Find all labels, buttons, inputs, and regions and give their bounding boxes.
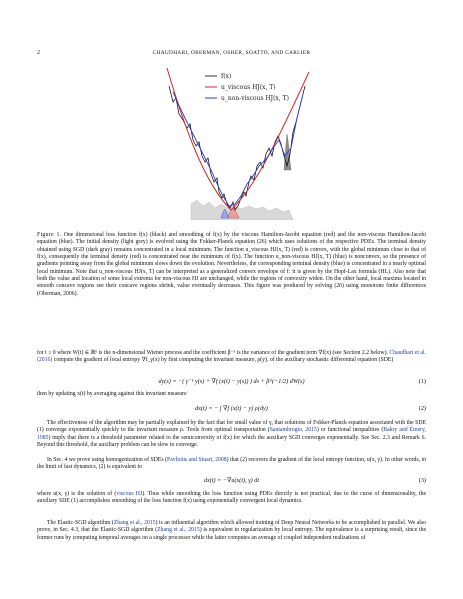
legend-loss: f(x) <box>221 73 232 80</box>
citation-link[interactable]: Zhang et al., 2015 <box>157 527 200 534</box>
equation-3: dx(t) = −∇u(x(t), γ) dt (3) <box>203 477 426 484</box>
non-viscous-hj-curve <box>173 92 303 206</box>
citation-link[interactable]: Zhang et al., 2015 <box>113 520 156 526</box>
paragraph-1: for t ≥ 0 where W(t) ∈ ℝⁿ is the n-dimensional Wiener process and the coefficient β⁻¹ is the variance of the gradient term ∇f(x) (see Section 2.2 below). Chaudhari et al. (2016) compute the gradient of local entropy ∇f_γ(x) by first computing the invariant measure, ρ(y), of the auxiliary stochastic differential equation (SDE) <box>37 350 426 364</box>
caption-text: One dimensional loss function f(x) (black) and smoothing of f(x) by the viscous Hamilton-Jacobi equation (red) and the non-viscous Hamilton-Jacobi equation (blue). The initial density (light grey) is evolved using the Fokker-Planck equation (26) which uses solutions of the respective PDEs. The terminal density obtained using SGD (dark gray) remains concentrated in a local minimum. The function u_viscous HJ(x, T) (red) is convex, with the global minimum close to that of f(x), consequently the terminal density (red) is concentrated near the minimum of f(x). The function u_non-viscous HJ(x, T) (blue) is nonconvex, so the presence of gradients pointing away from the global minimum slows down the evolution. Nevertheless, the corresponding terminal density (blue) is concentrated in a nearly optimal local minimum. Note that u_non-viscous HJ(x, T) can be interpreted as a generalized convex envelope of f: it is given by the Hopf-Lax formula (HL). Also note that both the value and location of some local extrema for non-viscous HJ are unchanged, while the regions of convexity widen. On the other hand, local maxima located in smooth concave regions see their concave regions shrink, value eventually decreases. This figure was produced by solving (26) using monotone finite differences (Oberman, 2006). <box>37 232 426 297</box>
equation-number: (2) <box>418 405 426 412</box>
paragraph-2: then by updating x(t) by averaging against this invariant measure <box>37 391 187 397</box>
equation-number: (3) <box>418 477 426 484</box>
running-header: CHAUDHARI, OBERMAN, OSHER, SOATTO, AND CARLIER <box>152 50 311 56</box>
figure-caption <box>37 232 426 298</box>
loss-curve <box>169 86 305 210</box>
initial-density <box>191 200 293 220</box>
citation-link[interactable]: Pavliotis and Stuart, 2008 <box>167 457 227 463</box>
equation-1: dy(s) = −( γ⁻¹ y(s) + ∇f (x(t) − y(s)) ) ds + β^(−1/2) dW(s) (1) <box>158 378 426 385</box>
citation-link[interactable]: Bakry and Émery, 1985 <box>37 427 426 441</box>
citation-link[interactable]: viscous HJ <box>116 491 143 497</box>
legend-viscous: u_viscous HJ(x, T) <box>221 84 276 91</box>
caption-label: Figure 1. <box>37 232 62 238</box>
paragraph-6: The Elastic-SGD algorithm (Zhang et al., 2015) is an influential algorithm which allowed training of Deep Neural Networks to be accomplished in parallel. We also prove, in Sec. 4.3, that the Elastic-SGD algorithm (Zhang et al., 2015) is equivalent to regularization by local entropy. The equivalence is a surprising result, since the former runs by computing temporal averages on a single processor while the latter computes an average of coupled independent realizations of <box>37 520 426 541</box>
paragraph-5: where u(x, γ) is the solution of (viscous HJ). Thus while smoothing the loss function using PDEs directly is not practical, due to the curse of dimensionality, the auxiliary SDE (1) accomplishes smoothing of the loss function f(x) using exponentially convergent local dynamics. <box>37 491 426 505</box>
equation-number: (1) <box>418 378 426 385</box>
citation-link[interactable]: Santambrogio, 2015 <box>269 427 317 434</box>
legend-non-viscous: u_non-viscous HJ(x, T) <box>221 95 289 102</box>
page-number: 2 <box>37 50 40 56</box>
figure-1 <box>163 62 313 220</box>
citation-link[interactable]: Chaudhari et al. (2016) <box>37 350 426 364</box>
equation-2: dx(t) = − ∫ ∇f (x(t) − y) ρ(dy) (2) <box>195 405 426 412</box>
paragraph-4: In Sec. 4 we prove using homogenization of SDEs (Pavliotis and Stuart, 2008) that (2) recovers the gradient of the local entropy function, u(x, γ). In other words, in the limit of fast dynamics, (2) is equivalent to <box>37 457 427 471</box>
legend <box>205 73 289 102</box>
paragraph-3: The effectiveness of the algorithm may be partially explained by the fact that for small value of γ, that solutions of Fokker-Planck equation associated with the SDE (1) converge exponentially quickly to the invariant measure ρ. Tools from optimal transportation (Santambrogio, 2015) or functional inequalities (Bakry and Émery, 1985) imply that there is a threshold parameter related to the semiconvexity of f(x) for which the auxiliary SGD converges exponentially. See Sec. 2.3 and Remark 6. Beyond this threshold, the auxiliary problem can be slow to converge. <box>37 420 426 448</box>
